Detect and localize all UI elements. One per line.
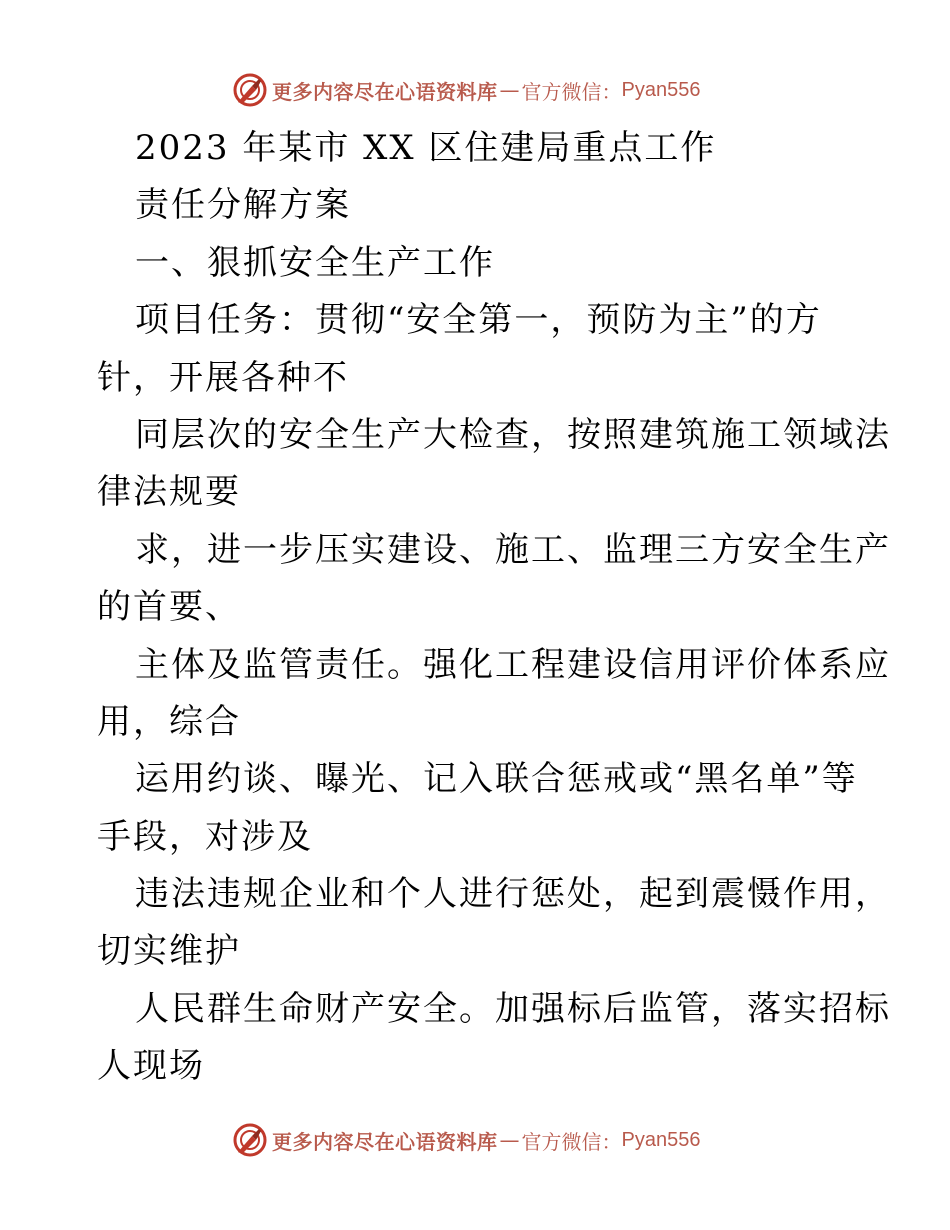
document-body bbox=[97, 120, 891, 1096]
promo-text: 更多内容尽在心语资料库 bbox=[272, 79, 498, 104]
wechat-label: 官方微信： bbox=[521, 79, 622, 104]
paragraph-line: 违法违规企业和个人进行惩处，起到震慑作用， bbox=[135, 874, 891, 915]
paragraph-line: 律法规要 bbox=[97, 472, 241, 513]
promo-text: 更多内容尽在心语资料库 bbox=[272, 1129, 498, 1154]
wechat-label: 官方微信： bbox=[521, 1129, 622, 1154]
paragraph-line: 主体及监管责任。强化工程建设信用评价体系应 bbox=[135, 644, 891, 685]
pen-nib-logo-icon bbox=[232, 72, 268, 108]
wechat-id: Pyan556 bbox=[621, 1128, 701, 1151]
document-title-line-1: 2023 年某市 XX 区住建局重点工作 bbox=[135, 128, 717, 168]
paragraph-line: 同层次的安全生产大检查，按照建筑施工领域法 bbox=[135, 414, 891, 455]
paragraph-line: 切实维护 bbox=[97, 931, 241, 972]
paragraph-line: 针，开展各种不 bbox=[97, 357, 349, 398]
pen-nib-logo-icon bbox=[232, 1122, 268, 1158]
section-heading: 一、狠抓安全生产工作 bbox=[135, 242, 495, 283]
paragraph-line: 运用约谈、曝光、记入联合惩戒或“黑名单”等 bbox=[135, 759, 858, 800]
document-title-line-2: 责任分解方案 bbox=[135, 185, 351, 226]
paragraph-line: 手段，对涉及 bbox=[97, 816, 313, 857]
banner-dash: — bbox=[499, 78, 520, 102]
wechat-id: Pyan556 bbox=[621, 78, 701, 101]
paragraph-line: 人现场 bbox=[97, 1046, 205, 1087]
paragraph-line: 的首要、 bbox=[97, 587, 241, 628]
paragraph-line: 人民群生命财产安全。加强标后监管，落实招标 bbox=[135, 988, 891, 1029]
header-banner bbox=[232, 70, 700, 110]
paragraph-line: 用，综合 bbox=[97, 701, 241, 742]
banner-dash: — bbox=[499, 1128, 520, 1152]
paragraph-line: 求，进一步压实建设、施工、监理三方安全生产 bbox=[135, 529, 891, 570]
footer-banner bbox=[232, 1120, 700, 1160]
paragraph-line: 项目任务：贯彻“安全第一，预防为主”的方 bbox=[135, 300, 822, 341]
